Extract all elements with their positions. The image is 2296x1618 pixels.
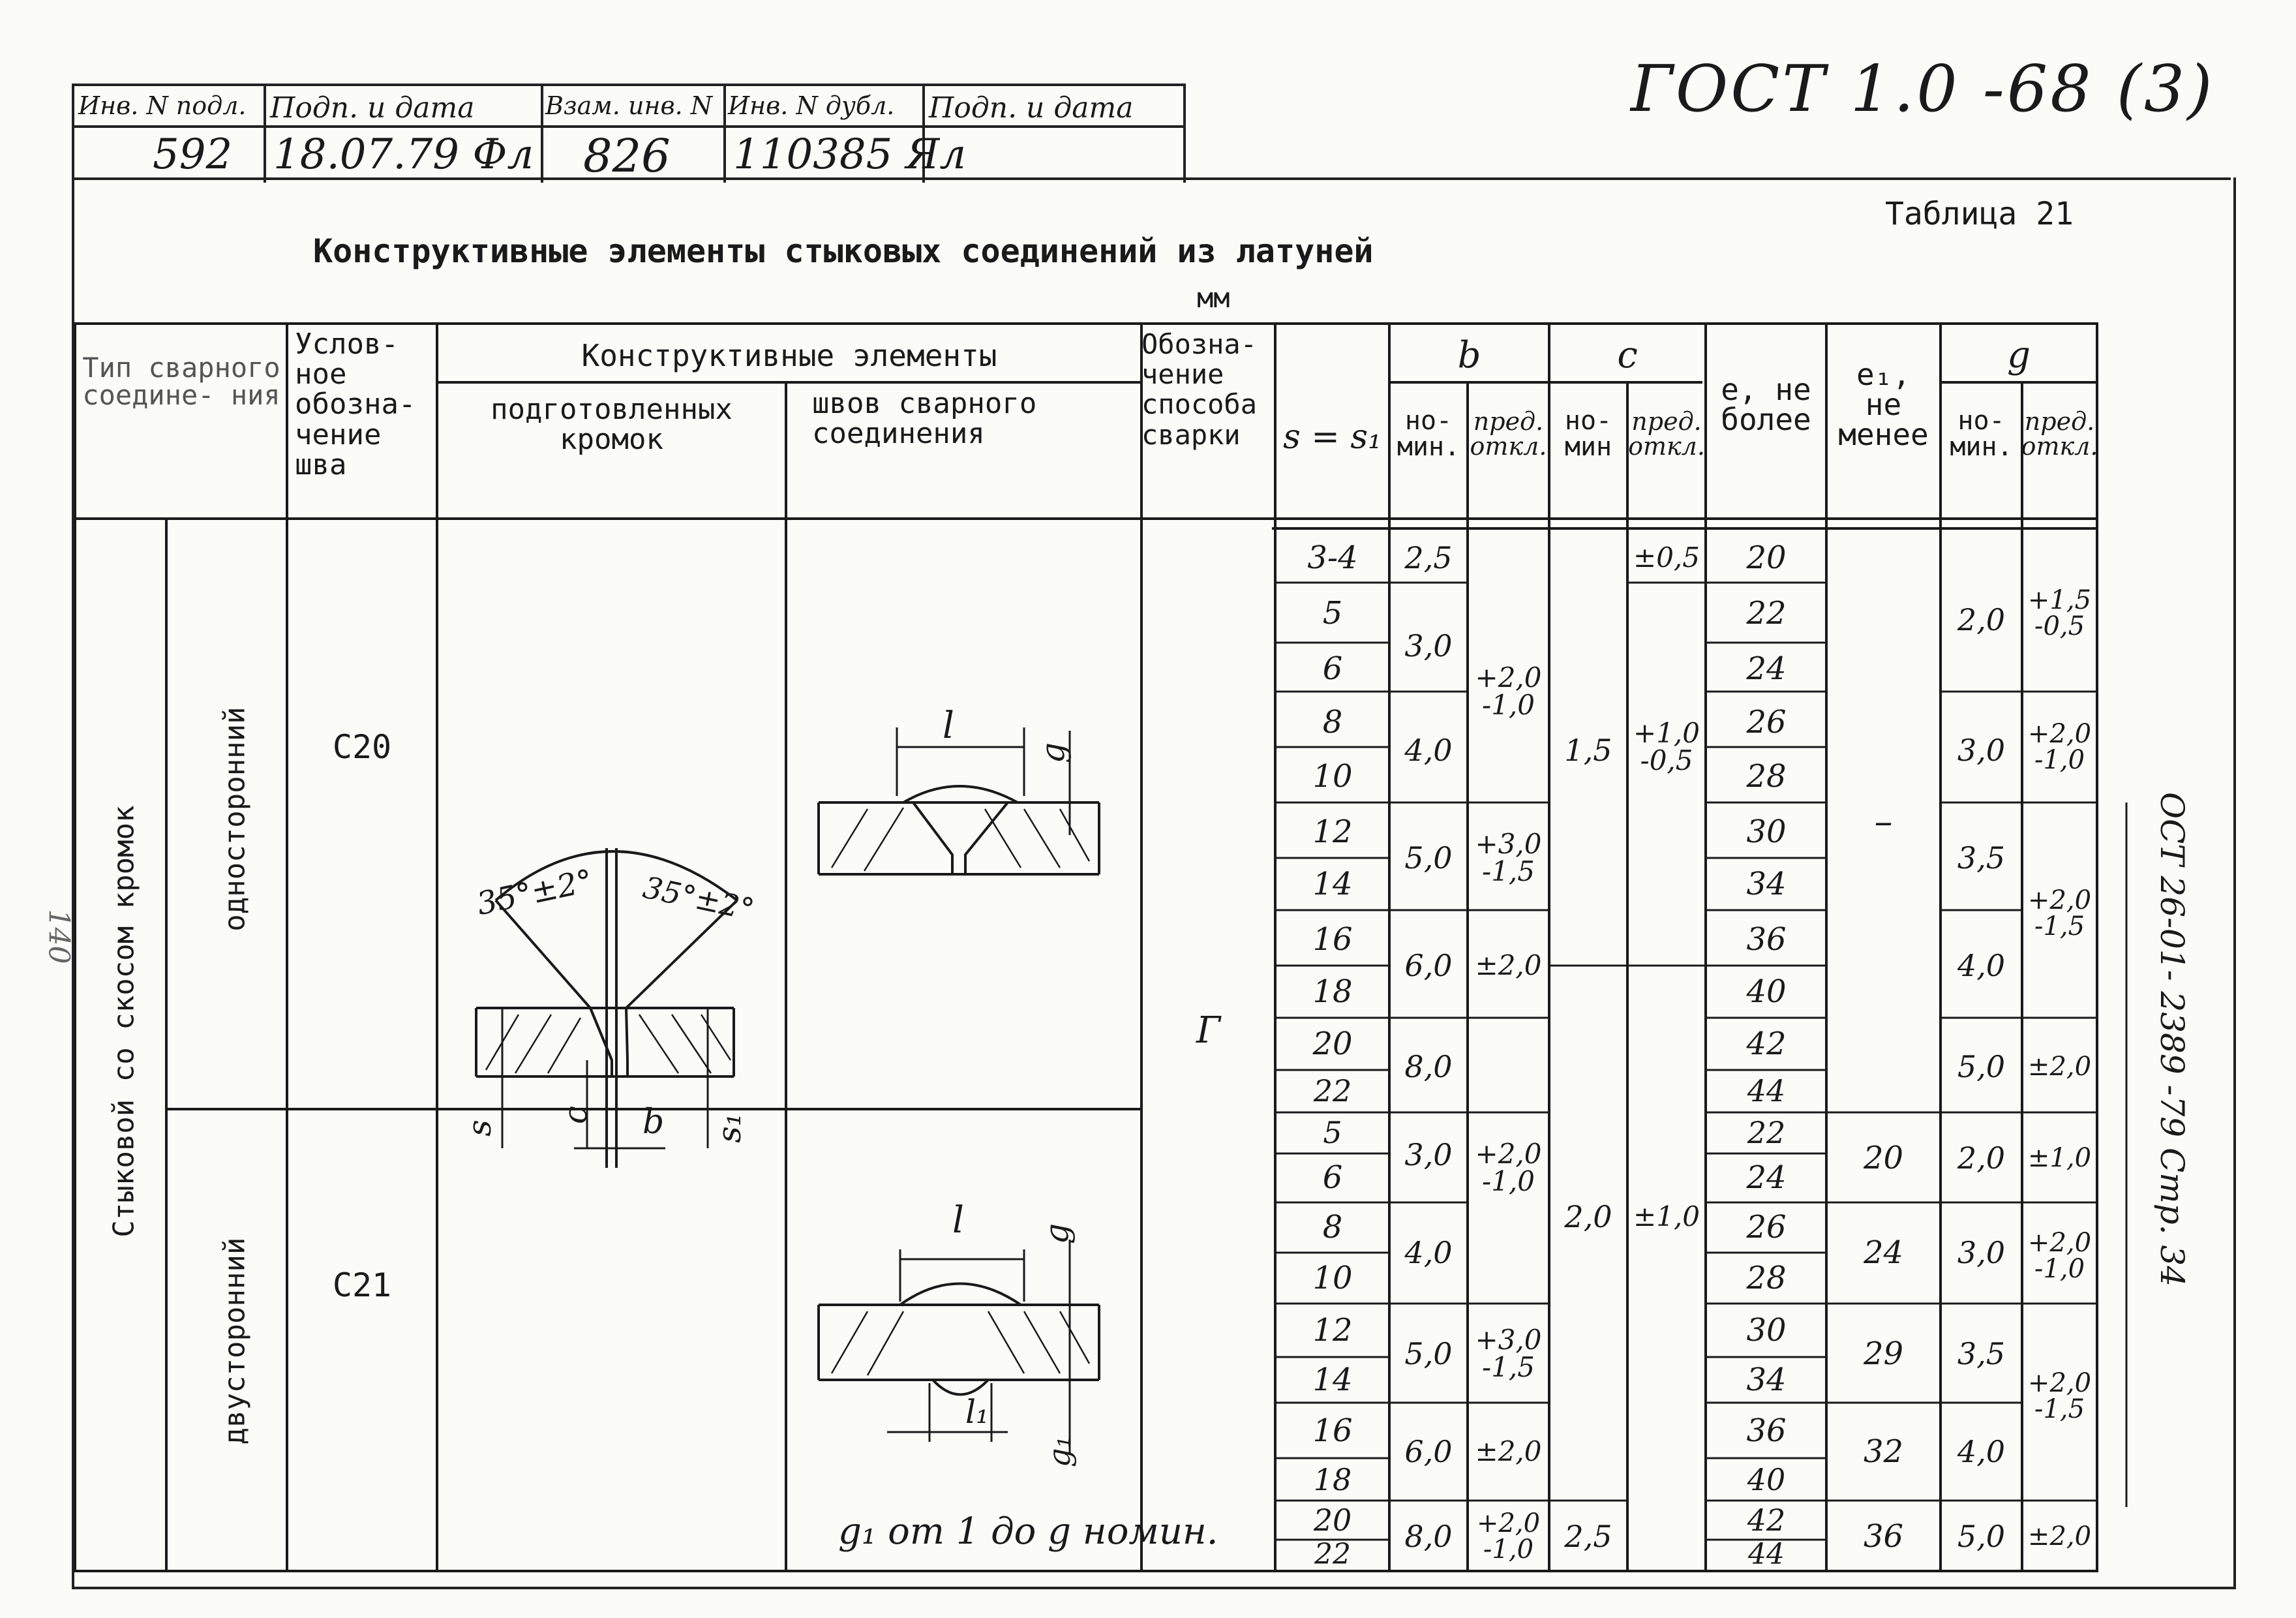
header-s: s = s₁ [1283,418,1382,457]
gost-header: ГОСТ 1.0 -68 (3) [1631,52,2215,127]
s-cell: 22 [1314,1538,1351,1571]
header-g-nom: но- мин. [1950,406,2013,462]
dim-l-one: l [943,705,954,747]
s-cell: 5 [1322,595,1343,632]
header-c: c [1617,334,1638,376]
e-cell: 36 [1746,1412,1787,1449]
g-nom-cell: 2,0 [1957,602,2006,637]
e-cell: 28 [1746,758,1787,795]
b-dev-cell: +2,0 -1,0 [1476,1508,1541,1565]
dim-g-one: g [1034,742,1072,764]
e1-cell: 32 [1863,1433,1904,1470]
e1-cell: 36 [1863,1518,1904,1555]
symbol-c20: С20 [332,728,392,766]
header-method: Обозна- чение способа сварки [1141,328,1258,451]
e1-cell: 29 [1863,1336,1904,1372]
s-cell: 18 [1312,973,1353,1010]
s-cell: 18 [1313,1462,1352,1497]
s-cell: 10 [1312,758,1353,795]
c-nom-cell: 2,5 [1564,1519,1612,1554]
g-nom-cell: 4,0 [1957,948,2006,983]
b-dev-cell: +3,0 -1,5 [1475,828,1542,887]
header-seams: швов сварного соединения [812,387,1037,451]
header-elements: Конструктивные элементы [581,338,997,373]
e1-cell: 24 [1863,1234,1904,1271]
g-dev-cell: ±2,0 [2027,1052,2092,1082]
g-dev-cell: +2,0 -1,0 [2027,719,2092,775]
e-cell: 42 [1747,1503,1786,1538]
header-c-nom: но- мин [1564,406,1612,462]
b-nom-cell: 8,0 [1404,1519,1453,1554]
side-note: ОСТ 26-01- 2389 -79 Стр. 34 [2153,792,2191,1287]
one-side-label: односторонний [218,707,252,932]
dim-g-two: g [1038,1223,1076,1245]
e1-cell: 20 [1863,1140,1904,1176]
archive-label: Инв. N дубл. [728,91,895,120]
header-b-nom: но- мин. [1397,406,1460,462]
g-nom-cell: 3,0 [1957,733,2006,768]
c-dev-cell: ±1,0 [1633,1200,1700,1232]
s-cell: 20 [1313,1503,1352,1538]
e-cell: 34 [1746,1362,1787,1398]
dim-g1: g₁ [1041,1436,1077,1467]
s-cell: 3-4 [1307,540,1358,576]
b-nom-cell: 6,0 [1404,948,1453,983]
s-cell: 16 [1312,921,1353,958]
dim-b: b [642,1103,665,1142]
e1-cell: – [1874,801,1893,843]
b-dev-cell: +2,0 -1,0 [1475,662,1542,721]
g-nom-cell: 3,5 [1957,1336,2006,1371]
table-number: Таблица 21 [1885,196,2074,232]
b-dev-cell: +2,0 -1,0 [1475,1138,1542,1197]
archive-label: Подп. и дата [929,91,1134,125]
s-cell: 20 [1312,1026,1353,1062]
header-g-dev: пред. откл. [2021,407,2098,461]
header-b-dev: пред. откл. [1470,407,1547,461]
s-cell: 8 [1322,704,1343,740]
e-cell: 34 [1746,866,1787,902]
e-cell: 30 [1746,1312,1787,1349]
b-nom-cell: 4,0 [1404,1235,1453,1270]
c-dev-cell: ±0,5 [1633,542,1700,573]
g-nom-cell: 5,0 [1957,1049,2006,1084]
header-e1: e₁, не менее [1838,357,1929,452]
dim-s1: s₁ [710,1113,748,1143]
angle-label-left: 35°±2° [474,862,596,923]
archive-value: 110385 Ял [733,130,967,179]
e-cell: 22 [1747,1115,1786,1150]
g-nom-cell: 2,0 [1957,1140,2006,1176]
b-nom-cell: 5,0 [1404,1336,1453,1371]
s-cell: 5 [1323,1115,1342,1150]
seam-note: g₁ от 1 до g номин. [838,1510,1218,1553]
archive-value: 592 [153,130,233,179]
page-number: 140 [42,909,76,964]
g-dev-cell: +1,5 -0,5 [2027,585,2092,641]
b-nom-cell: 8,0 [1404,1049,1453,1084]
e-cell: 36 [1746,921,1787,958]
header-edges: подготовленных кромок [491,392,733,456]
e-cell: 20 [1746,540,1787,576]
dim-s: s [460,1120,498,1137]
s-cell: 6 [1322,1159,1343,1196]
archive-value: 826 [583,129,671,183]
header-joint-type: Тип сварного соедине- ния [82,352,280,411]
page-title: Конструктивные элементы стыковых соединений из латуней [313,232,1374,270]
header-symbol: Услов- ное обозна- чение шва [295,328,416,481]
e-cell: 26 [1746,704,1787,740]
s-cell: 12 [1312,1312,1353,1349]
b-nom-cell: 6,0 [1404,1434,1453,1469]
g-dev-cell: ±1,0 [2027,1143,2092,1173]
g-nom-cell: 3,0 [1957,1235,2006,1270]
c-nom-cell: 1,5 [1564,733,1612,768]
c-nom-cell: 2,0 [1564,1199,1612,1234]
g-dev-cell: +2,0 -1,0 [2027,1228,2092,1284]
archive-label: Инв. N подл. [78,91,247,120]
seam-two-side-drawing [819,1240,1099,1455]
b-dev-cell: ±2,0 [1475,949,1542,981]
e-cell: 30 [1746,814,1787,850]
dim-l1: l₁ [965,1393,989,1431]
s-cell: 14 [1312,1362,1353,1398]
s-cell: 6 [1322,650,1343,687]
g-nom-cell: 5,0 [1957,1519,2006,1554]
e-cell: 40 [1747,1462,1786,1497]
joint-type-label: Стыковой со скосом кромок [107,805,141,1238]
b-dev-cell: ±2,0 [1475,1435,1542,1467]
g-dev-cell: ±2,0 [2027,1521,2092,1551]
b-dev-cell: +3,0 -1,5 [1475,1324,1542,1383]
e-cell: 22 [1746,595,1787,632]
e-cell: 24 [1746,1159,1787,1196]
header-e: e, не более [1721,372,1811,437]
g-dev-cell: +2,0 -1,5 [2027,1368,2092,1424]
header-g: g [2007,334,2031,376]
header-b: b [1457,334,1481,376]
g-nom-cell: 3,5 [1957,840,2006,876]
g-dev-cell: +2,0 -1,5 [2027,885,2092,941]
s-cell: 12 [1312,814,1353,850]
e-cell: 26 [1746,1209,1787,1245]
e-cell: 24 [1746,650,1787,687]
units-label: мм [1197,282,1230,314]
b-nom-cell: 3,0 [1404,1137,1453,1172]
b-nom-cell: 3,0 [1404,628,1453,664]
s-cell: 8 [1322,1209,1343,1245]
s-cell: 10 [1312,1260,1353,1296]
s-cell: 14 [1312,866,1353,902]
e-cell: 42 [1746,1026,1787,1062]
two-side-label: двусторонний [218,1237,252,1445]
archive-label: Взам. инв. N [545,91,712,120]
symbol-c21: С21 [332,1266,392,1304]
e-cell: 28 [1746,1260,1787,1296]
b-nom-cell: 5,0 [1404,840,1453,876]
c-dev-cell: +1,0 -0,5 [1633,717,1700,776]
angle-label-right: 35°±2° [640,869,758,928]
s-cell: 22 [1313,1073,1352,1108]
archive-value: 18.07.79 Фл [273,130,534,179]
e-cell: 44 [1747,1073,1786,1108]
e-cell: 40 [1746,973,1787,1010]
dim-l-two: l [952,1199,964,1242]
s-cell: 16 [1312,1412,1353,1449]
method-symbol: Г [1196,1009,1221,1052]
e-cell: 44 [1748,1538,1785,1571]
b-nom-cell: 2,5 [1404,540,1453,575]
b-nom-cell: 4,0 [1404,733,1453,768]
header-c-dev: пред. откл. [1628,407,1705,461]
g-nom-cell: 4,0 [1957,1434,2006,1469]
archive-label: Подп. и дата [270,91,475,125]
dim-c: c [556,1105,595,1125]
